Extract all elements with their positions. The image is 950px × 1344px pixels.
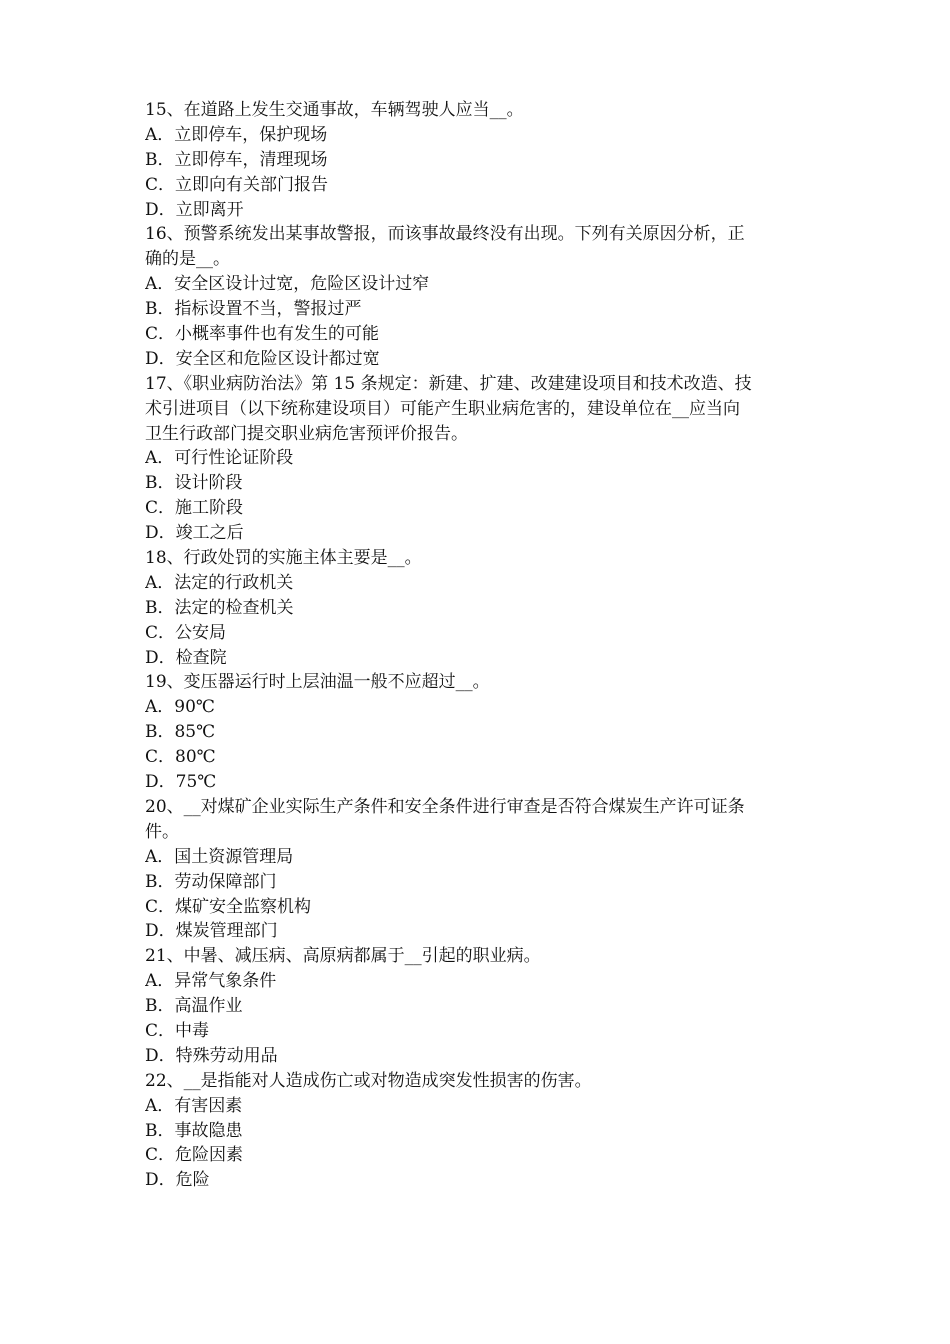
- option-d: D．立即离开: [145, 199, 244, 220]
- option-a: A．可行性论证阶段: [145, 448, 294, 469]
- question-stem: 18、行政处罚的实施主体主要是__。: [145, 548, 422, 569]
- question-16: [145, 222, 817, 371]
- question-15: [145, 98, 817, 222]
- option-a: A．国土资源管理局: [145, 846, 294, 867]
- question-stem: 19、变压器运行时上层油温一般不应超过__。: [145, 672, 490, 693]
- question-17: [145, 372, 817, 546]
- question-stem-continued: 术引进项目（以下统称建设项目）可能产生职业病危害的，建设单位在__应当向: [145, 398, 740, 419]
- option-d: D．特殊劳动用品: [145, 1045, 278, 1066]
- option-c: C．80℃: [145, 747, 216, 768]
- option-c: C．施工阶段: [145, 498, 244, 519]
- option-b: B．85℃: [145, 722, 216, 743]
- question-19: [145, 670, 817, 794]
- question-stem: 17、《职业病防治法》第 15 条规定：新建、扩建、改建建设项目和技术改造、技: [145, 373, 752, 394]
- option-c: C．危险因素: [145, 1145, 244, 1166]
- question-21: [145, 944, 817, 1068]
- option-b: B．事故隐患: [145, 1120, 243, 1141]
- option-a: A．有害因素: [145, 1095, 243, 1116]
- option-d: D．75℃: [145, 772, 217, 793]
- option-c: C．公安局: [145, 622, 227, 643]
- option-b: B．设计阶段: [145, 473, 243, 494]
- question-stem: 21、中暑、减压病、高原病都属于__引起的职业病。: [145, 946, 541, 967]
- question-stem-continued: 件。: [145, 821, 179, 842]
- option-d: D．竣工之后: [145, 523, 244, 544]
- option-b: B．高温作业: [145, 996, 243, 1017]
- option-a: A．安全区设计过宽，危险区设计过窄: [145, 274, 430, 295]
- option-c: C．煤矿安全监察机构: [145, 896, 312, 917]
- option-d: D．危险: [145, 1170, 210, 1191]
- option-d: D．煤炭管理部门: [145, 921, 278, 942]
- option-a: A．立即停车，保护现场: [145, 124, 328, 145]
- question-20: [145, 795, 817, 944]
- option-b: B．指标设置不当，警报过严: [145, 299, 362, 320]
- question-stem-continued: 卫生行政部门提交职业病危害预评价报告。: [145, 423, 468, 444]
- question-22: [145, 1069, 817, 1193]
- option-d: D．检查院: [145, 647, 227, 668]
- option-b: B．劳动保障部门: [145, 871, 277, 892]
- option-b: B．法定的检查机关: [145, 597, 294, 618]
- question-18: [145, 546, 817, 670]
- question-stem: 16、预警系统发出某事故警报，而该事故最终没有出现。下列有关原因分析，正: [145, 224, 745, 245]
- question-stem-continued: 确的是__。: [145, 249, 230, 270]
- option-d: D．安全区和危险区设计都过宽: [145, 348, 380, 369]
- option-c: C．小概率事件也有发生的可能: [145, 324, 380, 345]
- option-b: B．立即停车，清理现场: [145, 149, 328, 170]
- question-stem: 15、在道路上发生交通事故，车辆驾驶人应当__。: [145, 100, 524, 120]
- question-stem: 22、__是指能对人造成伤亡或对物造成突发性损害的伤害。: [145, 1070, 592, 1091]
- option-c: C．中毒: [145, 1020, 210, 1041]
- question-stem: 20、__对煤矿企业实际生产条件和安全条件进行审查是否符合煤炭生产许可证条: [145, 796, 745, 817]
- document-page: [145, 98, 817, 1193]
- option-a: A．异常气象条件: [145, 971, 277, 992]
- option-a: A．90℃: [145, 697, 215, 718]
- option-a: A．法定的行政机关: [145, 572, 294, 593]
- option-c: C．立即向有关部门报告: [145, 174, 329, 195]
